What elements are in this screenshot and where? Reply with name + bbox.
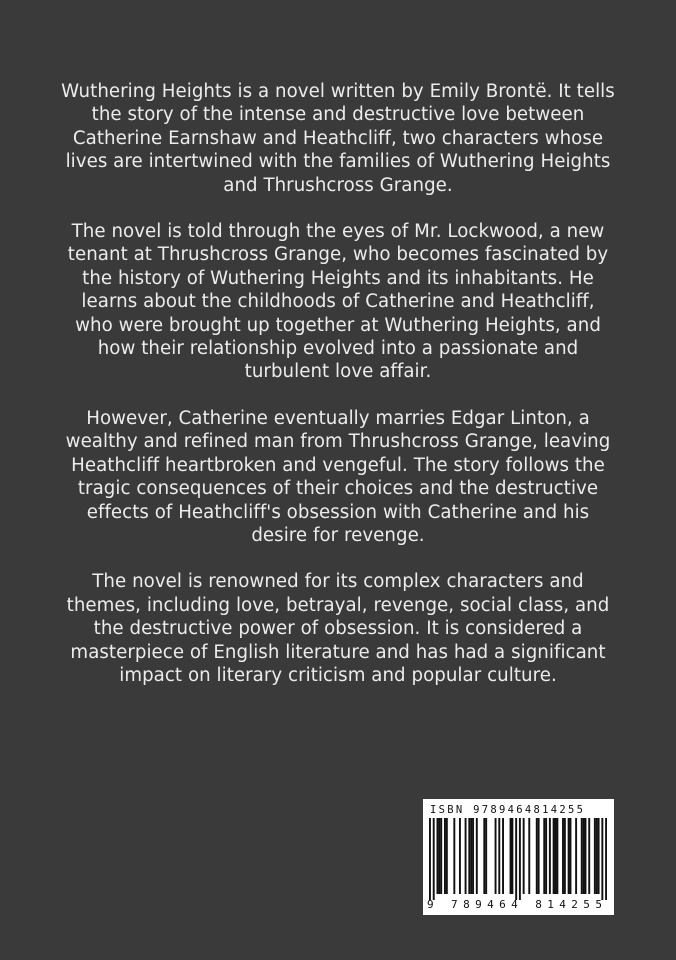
barcode-bar: [562, 818, 564, 894]
blurb-paragraph-4: The novel is renowned for its complex characters and themes, including love, betrayal, revenge, social class, and the destructive power of obsession. It is considered a masterpiece of English literature and has had a significant impact on literary criticism and popular culture.: [66, 571, 610, 686]
isbn-label: ISBN 9789464814255: [430, 804, 586, 816]
isbn-digits: 9 789464 814255: [427, 898, 608, 911]
blurb-text: [60, 80, 616, 710]
barcode-bar: [436, 818, 438, 894]
barcode-bar: [483, 818, 485, 894]
isbn-barcode: [423, 799, 614, 915]
barcode-bar: [601, 818, 603, 900]
barcode-bar: [556, 818, 558, 894]
barcode-bar: [555, 818, 557, 894]
barcode-bar: [433, 818, 435, 900]
barcode-bar: [472, 818, 474, 894]
barcode-bar: [495, 818, 497, 894]
barcode-bar: [528, 818, 530, 894]
barcode-bar: [446, 818, 448, 894]
blurb-paragraph-2: The novel is told through the eyes of Mr. Lockwood, a new tenant at Thrushcross Grange, who becomes fascinated by the history of Wuthering Heights and its inhabitants. He learns about the childhoods of Catherine and Heathcliff, who were brought up together at Wuthering Heights, and how their relationship evolved into a passionate and turbulent love affair.: [67, 221, 609, 383]
barcode-bar: [502, 818, 504, 894]
barcode-bars: [429, 818, 607, 900]
barcode-bar: [596, 818, 598, 894]
barcode-bar: [468, 818, 470, 894]
barcode-bar: [515, 818, 517, 900]
barcode-bar: [564, 818, 566, 894]
barcode-bar: [476, 818, 478, 894]
barcode-bar: [598, 818, 600, 894]
barcode-bar: [523, 818, 525, 894]
barcode-bar: [585, 818, 587, 894]
barcode-bar: [440, 818, 442, 894]
barcode-bar: [568, 818, 570, 894]
barcode-bar: [594, 818, 596, 894]
barcode-bar: [429, 818, 431, 900]
barcode-bar: [459, 818, 461, 894]
barcode-bar: [470, 818, 472, 894]
barcode-bar: [553, 818, 555, 894]
barcode-bar: [465, 818, 467, 894]
blurb-paragraph-1: Wuthering Heights is a novel written by Emily Brontë. It tells the story of the intense and destructive love between Catherine Earnshaw and Heathcliff, two characters whose lives are intertwined with the families of Wuthering Heights and Thrushcross Grange.: [61, 81, 615, 196]
barcode-bar: [605, 818, 607, 900]
barcode-bar: [444, 818, 446, 894]
barcode-bar: [453, 818, 455, 894]
barcode-bar: [570, 818, 572, 894]
barcode-bar: [511, 818, 513, 894]
barcode-bar: [543, 818, 545, 894]
barcode-bar: [485, 818, 487, 894]
barcode-bar: [549, 818, 551, 894]
barcode-bar: [510, 818, 512, 894]
barcode-bar: [538, 818, 540, 894]
barcode-bar: [583, 818, 585, 894]
barcode-bar: [498, 818, 500, 894]
barcode-bar: [438, 818, 440, 894]
barcode-bar: [536, 818, 538, 894]
barcode-bar: [545, 818, 547, 894]
barcode-bar: [581, 818, 583, 894]
blurb-paragraph-3: However, Catherine eventually marries Edgar Linton, a wealthy and refined man from Thrushcross Grange, leaving Heathcliff heartbroken and vengeful. The story follows the tragic consequences of their choices and the destructive effects of Heathcliff's obsession with Catherine and his desire for revenge.: [65, 407, 611, 546]
barcode-bar: [588, 818, 590, 894]
barcode-bar: [519, 818, 521, 900]
barcode-bar: [575, 818, 577, 894]
